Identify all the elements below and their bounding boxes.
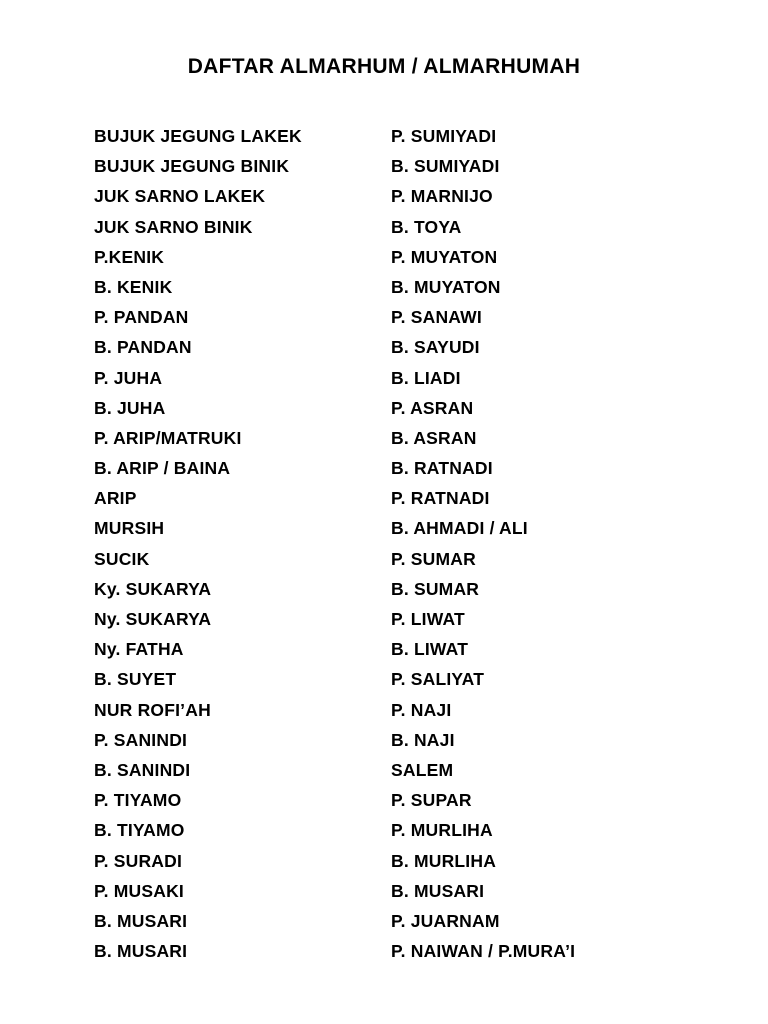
name-entry: P. SANINDI [94, 729, 188, 750]
right-name-column [391, 121, 721, 966]
name-entry: P. JUHA [94, 367, 163, 388]
name-entry: B. TOYA [391, 216, 462, 237]
name-entry: SALEM [391, 759, 454, 780]
name-entry: P. SUPAR [391, 790, 472, 811]
name-entry: B. SUMAR [391, 578, 480, 599]
name-entry: P. MURLIHA [391, 820, 493, 841]
name-entry: Ky. SUKARYA [94, 578, 212, 599]
name-entry: B. MUYATON [391, 276, 501, 297]
name-entry: SUCIK [94, 548, 150, 569]
name-entry: P. ASRAN [391, 397, 474, 418]
name-entry: P. MARNIJO [391, 186, 493, 207]
name-entry: B. SUMIYADI [391, 156, 500, 177]
name-entry: B. PANDAN [94, 337, 192, 358]
name-entry: P. LIWAT [391, 609, 465, 629]
name-entry: B. LIADI [391, 367, 461, 388]
name-entry: P. MUYATON [391, 246, 498, 267]
name-entry: B. RATNADI [391, 458, 493, 479]
name-entry: B. MUSARI [94, 910, 188, 931]
document-title: DAFTAR ALMARHUM / ALMARHUMAH [187, 55, 581, 78]
name-entry: P.KENIK [94, 246, 165, 267]
name-entry: B. SUYET [94, 669, 177, 690]
name-entry: JUK SARNO BINIK [94, 216, 253, 237]
name-entry: NUR ROFI’AH [94, 699, 211, 720]
name-entry: B. ASRAN [391, 427, 477, 448]
name-entry: P. SUMIYADI [391, 126, 497, 146]
name-entry: B. SAYUDI [391, 337, 480, 358]
name-entry: B. KENIK [94, 276, 173, 297]
name-entry: B. MUSARI [94, 941, 188, 962]
name-entry: P. SANAWI [391, 307, 482, 328]
name-entry: B. LIWAT [391, 639, 469, 660]
name-entry: MURSIH [94, 518, 165, 539]
name-entry: P. ARIP/MATRUKI [94, 427, 242, 448]
name-entry: P. JUARNAM [391, 910, 500, 931]
name-entry: B. MUSARI [391, 880, 485, 901]
name-entry: B. JUHA [94, 397, 166, 418]
name-entry: P. RATNADI [391, 488, 490, 509]
name-entry: Ny. SUKARYA [94, 609, 212, 629]
left-name-column [94, 121, 384, 966]
name-entry: P. SURADI [94, 850, 183, 871]
name-entry: P. MUSAKI [94, 880, 184, 901]
name-entry: ARIP [94, 488, 137, 509]
name-entry: P. NAIWAN / P.MURA’I [391, 941, 576, 962]
name-entry: P. SUMAR [391, 548, 476, 569]
name-entry: Ny. FATHA [94, 639, 184, 660]
name-entry: P. NAJI [391, 699, 452, 720]
name-entry: B. AHMADI / ALI [391, 518, 528, 539]
name-entry: B. NAJI [391, 729, 455, 750]
name-entry: BUJUK JEGUNG LAKEK [94, 126, 302, 146]
name-entry: JUK SARNO LAKEK [94, 186, 266, 207]
name-entry: B. TIYAMO [94, 820, 185, 841]
name-entry: P. TIYAMO [94, 790, 182, 811]
name-entry: P. SALIYAT [391, 669, 485, 690]
name-entry: B. ARIP / BAINA [94, 458, 231, 479]
name-entry: P. PANDAN [94, 307, 189, 328]
name-entry: B. SANINDI [94, 759, 191, 780]
name-entry: BUJUK JEGUNG BINIK [94, 156, 290, 177]
name-entry: B. MURLIHA [391, 850, 497, 871]
